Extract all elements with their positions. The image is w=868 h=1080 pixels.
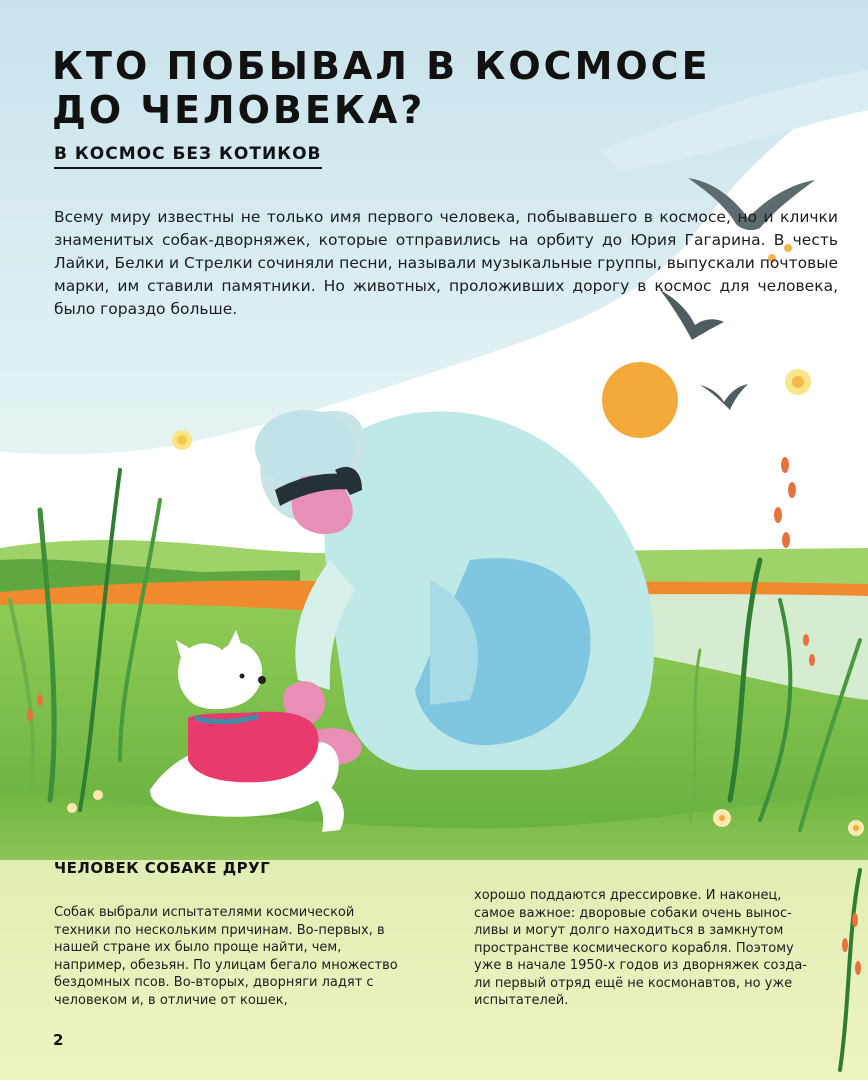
section-subtitle: В КОСМОС БЕЗ КОТИКОВ [54, 144, 322, 169]
page-title: КТО ПОБЫВАЛ В КОСМОСЕ ДО ЧЕЛОВЕКА? [52, 44, 711, 132]
page-number: 2 [53, 1031, 64, 1049]
section-heading: ЧЕЛОВЕК СОБАКЕ ДРУГ [54, 859, 271, 877]
sun [602, 362, 678, 438]
body-column-left: Собак выбрали испытателями космической техники по нескольким причинам. Во-первых, в нашей стране их было проще найти, чем, например, обезьян. По улицам бегало множество бездомных псов. Во-вторых, дворняги ладят с человеком и, в отличие от кошек, [54, 905, 398, 1008]
intro-paragraph: Всему миру известны не только имя первого человека, побывавшего в космосе, но и клички знаменитых собак-дворняжек, которые отправились на орбиту до Юрия Гагарина. В честь Лайки, Белки и Стрелки сочиняли песни, называли музыкальные группы, выпускали почтовые марки, им ставили памятники. Но животных, проложивших дорогу в космос для человека, было гораздо больше. [54, 208, 838, 318]
body-column-right: хорошо поддаются дрессировке. И наконец, самое важное: дворовые собаки очень выносливы и могут долго находиться в замкнутом пространстве космического корабля. Поэтому уже в начале 1950-х годов из дворняжек создали первый отряд ещё не космонавтов, но уже испытателей. [474, 888, 808, 1008]
